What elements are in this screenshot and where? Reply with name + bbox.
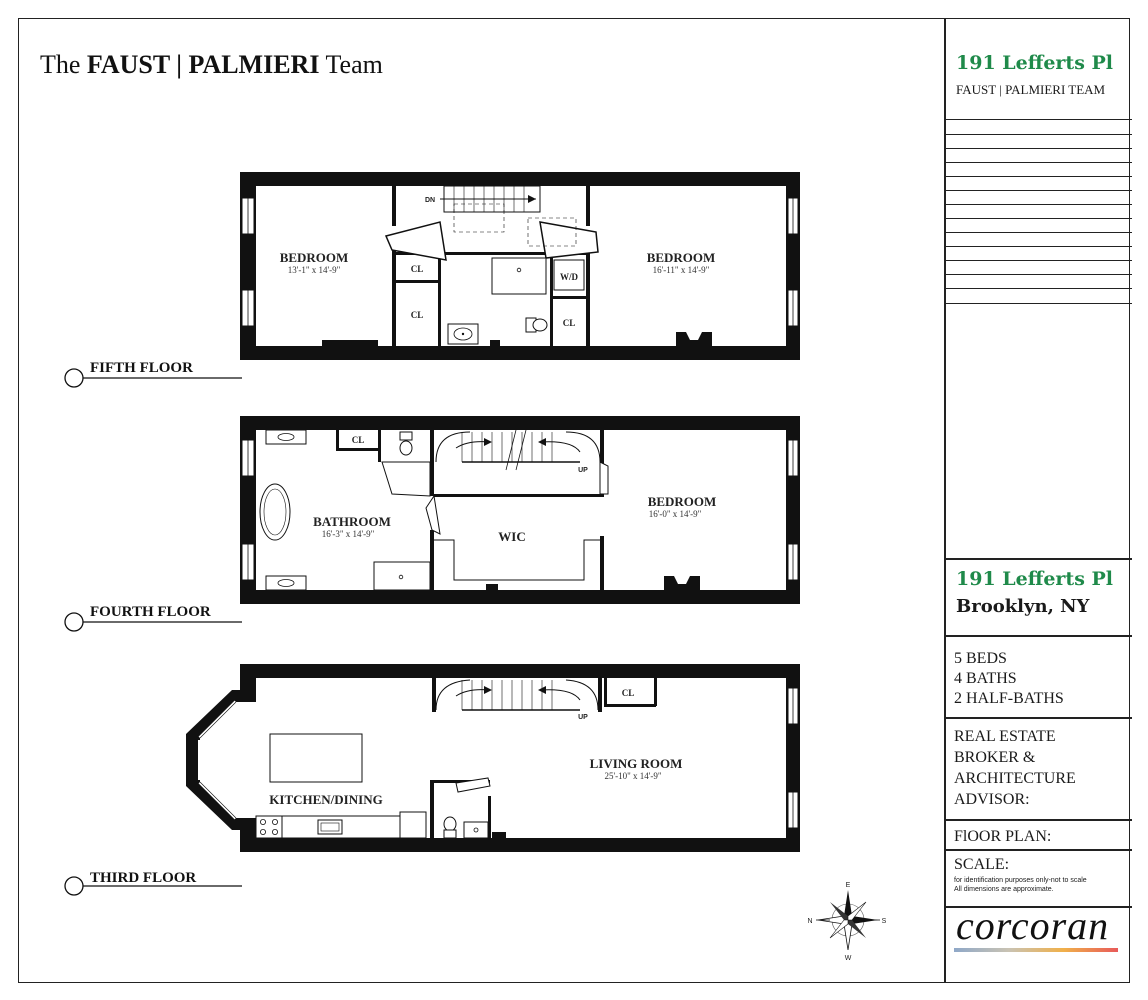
stair-up-label: UP <box>578 467 588 474</box>
compass-rose <box>807 882 886 962</box>
compass-west: W <box>844 955 852 962</box>
room-label: BEDROOM <box>279 250 349 265</box>
third-floor-tag <box>65 870 242 895</box>
logo-area <box>944 0 1130 1000</box>
scale-note: All dimensions are approximate. <box>954 886 1054 893</box>
closet-label: CL <box>562 318 576 328</box>
address-title: 191 Lefferts Pl <box>956 568 1114 590</box>
broker-label: REAL ESTATE <box>954 728 1056 745</box>
room-label: BEDROOM <box>646 250 716 265</box>
stair-down-label: DN <box>424 197 436 204</box>
broker-label: BROKER & <box>954 749 1036 766</box>
city-title: Brooklyn, NY <box>956 596 1090 617</box>
address-heading: 191 Lefferts Pl <box>956 52 1114 74</box>
fifth-floor-plan <box>240 172 800 360</box>
third-floor-plan <box>186 664 800 852</box>
room-label: BATHROOM <box>313 514 391 529</box>
half-baths-count: 2 HALF-BATHS <box>954 690 1064 707</box>
closet-label: CL <box>351 435 365 445</box>
beds-count: 5 BEDS <box>954 650 1007 667</box>
compass-north: N <box>807 918 813 925</box>
room-label: BEDROOM <box>647 494 717 509</box>
logo-color-bar <box>954 948 1118 952</box>
broker-label: ADVISOR: <box>954 791 1030 808</box>
room-dimensions: 13'-1" x 14'-9" <box>287 265 341 275</box>
fourth-floor-plan <box>240 416 800 604</box>
fourth-floor-tag <box>65 604 242 631</box>
stair <box>436 430 600 470</box>
room-label: KITCHEN/DINING <box>269 792 383 807</box>
closet-label: CL <box>621 688 635 698</box>
fifth-floor-tag <box>65 360 242 387</box>
broker-label: ARCHITECTURE <box>954 770 1076 787</box>
baths-count: 4 BATHS <box>954 670 1017 687</box>
scale-label: SCALE: <box>954 856 1010 873</box>
closet-label: CL <box>410 264 424 274</box>
room-dimensions: 16'-11" x 14'-9" <box>652 265 710 275</box>
floor-name: THIRD FLOOR <box>90 870 197 886</box>
closet-label: CL <box>410 310 424 320</box>
scale-note: for identification purposes only-not to scale <box>954 877 1087 884</box>
compass-south: S <box>881 918 887 925</box>
floor-plan-label: FlOOR PLAN: <box>954 828 1052 845</box>
washer-dryer-label: W/D <box>560 272 578 282</box>
room-label: WIC <box>498 529 526 544</box>
stair <box>432 678 602 712</box>
corcoran-logo: corcoran <box>956 903 1110 948</box>
stair-up-label: UP <box>578 714 588 721</box>
room-dimensions: 16'-3" x 14'-9" <box>321 529 375 539</box>
room-label: LIVING ROOM <box>589 756 683 771</box>
room-dimensions: 25'-10" x 14'-9" <box>604 771 662 781</box>
team-name: FAUST | PALMIERI TEAM <box>956 82 1106 97</box>
team-title: The FAUST | PALMIERI Team <box>40 50 383 79</box>
floor-name: FOURTH FLOOR <box>90 604 211 620</box>
room-dimensions: 16'-0" x 14'-9" <box>648 509 702 519</box>
compass-east: E <box>845 882 851 889</box>
floor-name: FIFTH FLOOR <box>90 360 193 376</box>
